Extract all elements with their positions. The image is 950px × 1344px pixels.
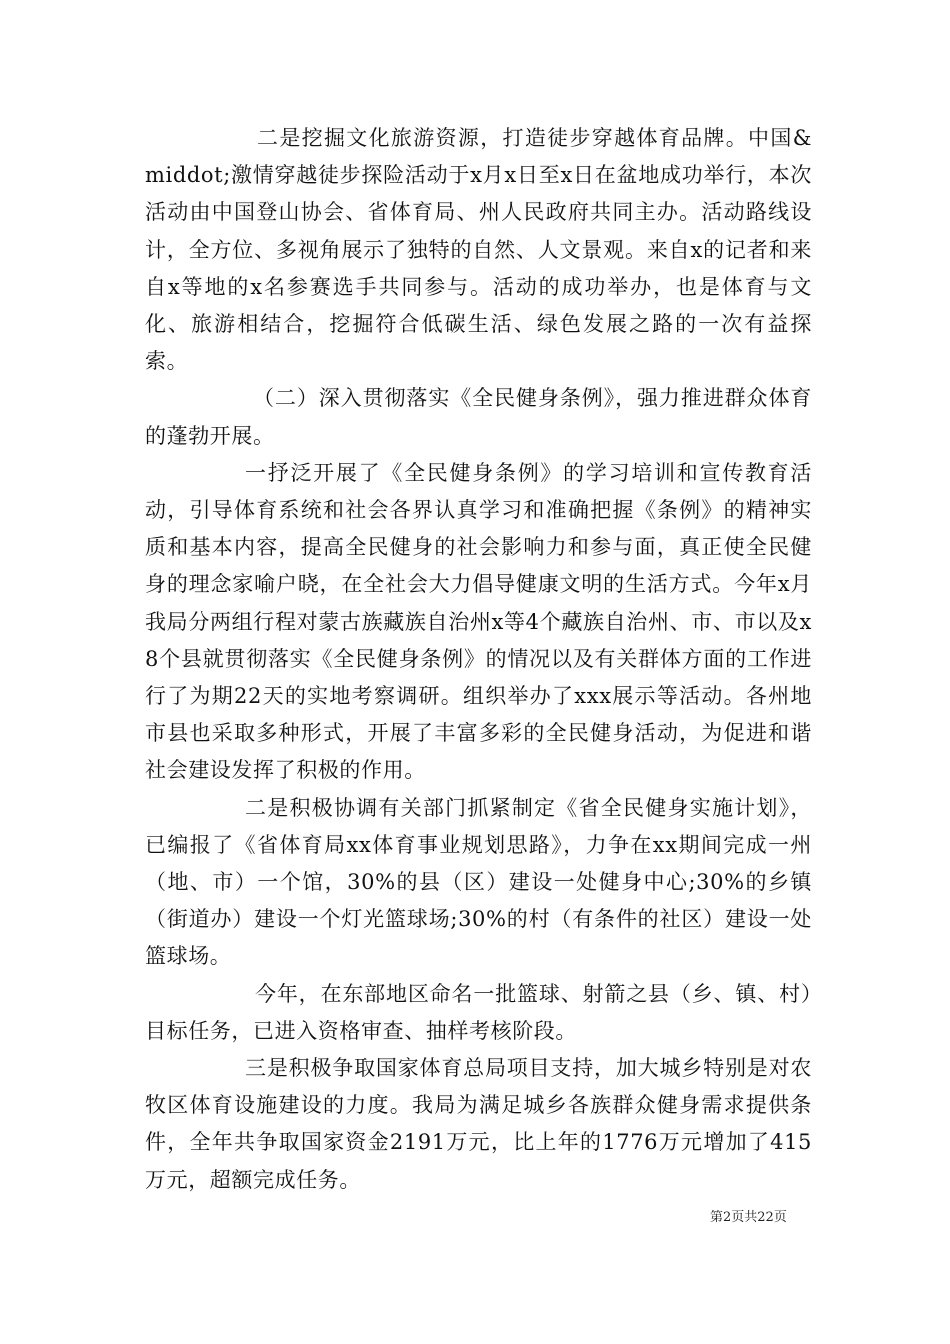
paragraph-regulation-training: 一抒泛开展了《全民健身条例》的学习培训和宣传教育活动，引导体育系统和社会各界认真学习和准确把握《条例》的精神实质和基本内容，提高全民健身的社会影响力和参与面，真正使全民健身的理念家喻户晓，在全社会大力倡导健康文明的生活方式。今年x月我局分两组行程对蒙古族藏族自治州x等4个藏族自治州、市、市以及x8个县就贯彻落实《全民健身条例》的情况以及有关群体方面的工作进行了为期22天的实地考察调研。组织举办了xxx展示等活动。各州地市县也采取多种形式，开展了丰富多彩的全民健身活动，为促进和谐社会建设发挥了积极的作用。 bbox=[145, 460, 812, 783]
paragraph-fitness-plan: 二是积极协调有关部门抓紧制定《省全民健身实施计划》，已编报了《省体育局xx体育事业规划思路》，力争在xx期间完成一州（地、市）一个馆，30%的县（区）建设一处健身中心;30%的乡镇（街道办）建设一个灯光篮球场;30%的村（有条件的社区）建设一处篮球场。 bbox=[145, 795, 812, 969]
page-number-footer: 第2页共22页 bbox=[710, 1210, 787, 1225]
paragraph-county-naming: 今年，在东部地区命名一批篮球、射箭之县（乡、镇、村）目标任务，已进入资格审查、抽样考核阶段。 bbox=[145, 981, 812, 1043]
paragraph-section-heading: （二）深入贯彻落实《全民健身条例》，强力推进群众体育的蓬勃开展。 bbox=[145, 386, 812, 448]
document-body bbox=[145, 120, 812, 1199]
paragraph-funding: 三是积极争取国家体育总局项目支持，加大城乡特别是对农牧区体育设施建设的力度。我局为满足城乡各族群众健身需求提供条件，全年共争取国家资金2191万元，比上年的1776万元增加了415万元，超额完成任务。 bbox=[145, 1056, 812, 1192]
paragraph-hiking-brand: 二是挖掘文化旅游资源，打造徒步穿越体育品牌。中国&middot;激情穿越徒步探险活动于x月x日至x日在盆地成功举行，本次活动由中国登山协会、省体育局、州人民政府共同主办。活动路线设计，全方位、多视角展示了独特的自然、人文景观。来自x的记者和来自x等地的x名参赛选手共同参与。活动的成功举办，也是体育与文化、旅游相结合，挖掘符合低碳生活、绿色发展之路的一次有益探索。 bbox=[145, 126, 812, 374]
